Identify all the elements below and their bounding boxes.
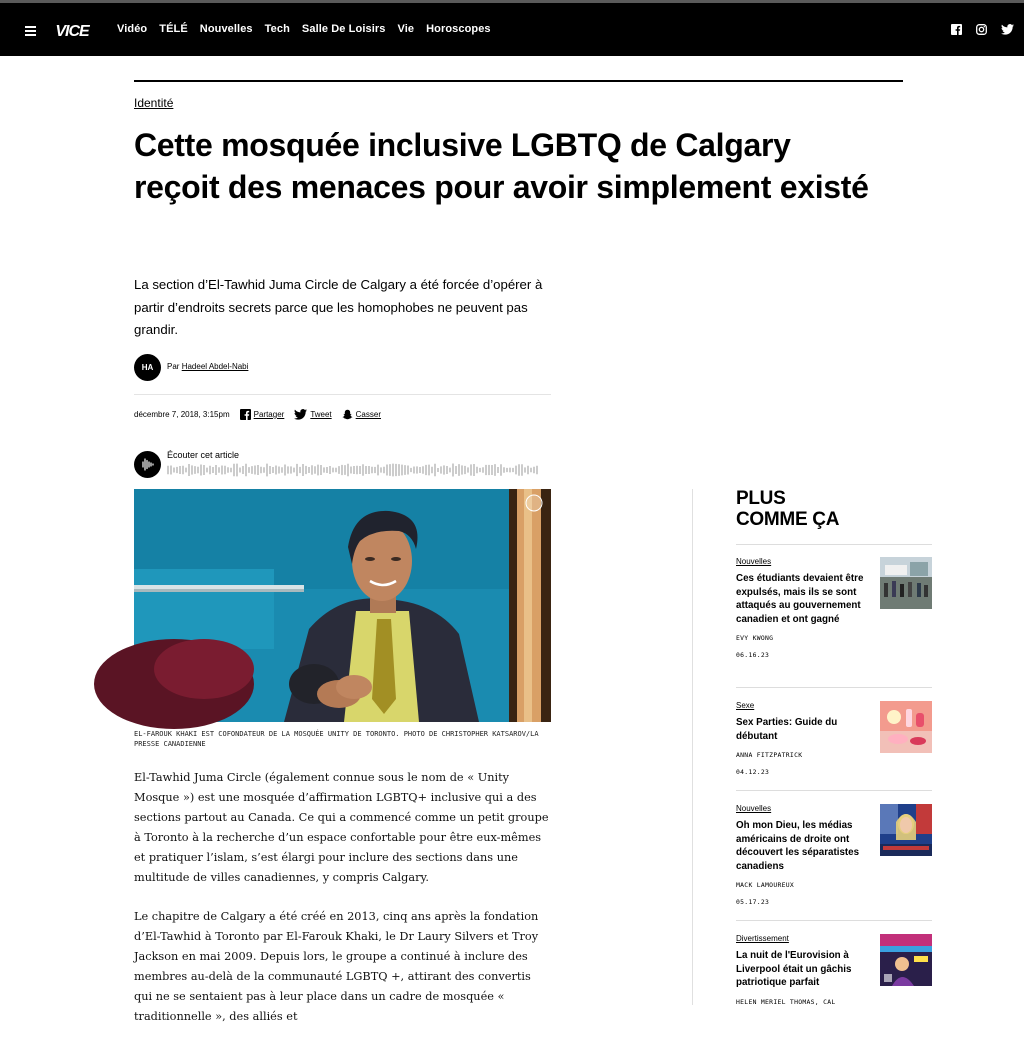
card-thumbnail[interactable] xyxy=(880,557,932,609)
card-title[interactable]: Ces étudiants devaient être expulsés, mais ils se sont attaqués au gouvernement canadien et ont gagné xyxy=(736,573,864,625)
audio-waveform[interactable] xyxy=(167,463,541,477)
byline-divider xyxy=(134,394,551,395)
sidebar-card[interactable] xyxy=(736,934,932,1006)
sidebar-title-line1: PLUS xyxy=(736,488,786,509)
card-title[interactable]: Oh mon Dieu, les médias américains de droite ont découvert les séparatistes canadiens xyxy=(736,820,860,872)
thumbnail-image xyxy=(880,701,932,753)
card-author: ANNA FITZPATRICK xyxy=(736,751,803,760)
card-title[interactable]: La nuit de l'Eurovision à Liverpool était un gâchis patriotique parfait xyxy=(736,950,852,989)
author-avatar[interactable]: HA xyxy=(134,354,161,381)
thumbnail-image xyxy=(880,557,932,609)
sidebar-divider xyxy=(736,790,932,791)
article-headline: Cette mosquée inclusive LGBTQ de Calgary reçoit des menaces pour avoir simplement existé xyxy=(134,127,869,205)
thumbnail-image xyxy=(880,934,932,986)
card-thumbnail[interactable] xyxy=(880,934,932,986)
thumbnail-image xyxy=(880,804,932,856)
nav-item-salle-de-loisirs[interactable]: Salle De Loisirs xyxy=(301,23,386,35)
share-twitter-button[interactable] xyxy=(294,409,331,420)
card-title[interactable]: Sex Parties: Guide du débutant xyxy=(736,717,838,742)
audio-play-button[interactable] xyxy=(134,451,161,478)
card-date: 05.17.23 xyxy=(736,898,770,907)
nav-item-tele[interactable]: TÉLÉ xyxy=(159,23,188,35)
top-divider xyxy=(134,80,903,82)
card-author: EVY KWONG xyxy=(736,634,774,643)
social-links xyxy=(951,24,1014,35)
sidebar-divider xyxy=(736,920,932,921)
menu-icon[interactable] xyxy=(25,26,36,36)
share-twitter-label: Tweet xyxy=(310,410,332,419)
card-thumbnail[interactable] xyxy=(880,804,932,856)
audio-wave-icon xyxy=(134,451,161,478)
nav-item-nouvelles[interactable]: Nouvelles xyxy=(199,23,253,35)
photo-illustration xyxy=(134,489,551,722)
card-category[interactable]: Sexe xyxy=(736,701,755,710)
photo-caption: EL-FAROUK KHAKI EST COFONDATEUR DE LA MOSQUÉE UNITY DE TORONTO. PHOTO DE CHRISTOPHER KATSAROV/LA PRESSE CANADIENNE xyxy=(134,730,539,748)
svg-text:VICE: VICE xyxy=(55,23,89,40)
sidebar-card[interactable] xyxy=(736,701,932,776)
nav-item-video[interactable]: Vidéo xyxy=(117,23,148,35)
category-link[interactable]: Identité xyxy=(134,96,174,110)
card-author: MACK LAMOUREUX xyxy=(736,881,795,890)
sidebar-title-line2: COMME ÇA xyxy=(736,509,840,530)
card-category[interactable]: Nouvelles xyxy=(736,557,772,566)
card-category[interactable]: Nouvelles xyxy=(736,804,772,813)
article-photo[interactable] xyxy=(134,489,551,722)
meta-row xyxy=(134,409,391,420)
card-date: 04.12.23 xyxy=(736,768,770,777)
share-snapchat-label: Casser xyxy=(355,410,381,419)
body-paragraph: Le chapitre de Calgary a été créé en 2013, cinq ans après la fondation d’El-Tawhid à Toronto par El-Farouk Khaki, le Dr Laury Silvers et Troy Jackson en mai 2009. Depuis lors, le groupe a continué à inclure des membres au-delà de la communauté LGBTQ +, attirant des convertis qui ne se sentaient pas à leur place dans un cadre de mosquée « traditionnelle », des alliés et xyxy=(134,910,539,1023)
article-body xyxy=(134,768,551,1046)
top-nav xyxy=(0,0,1024,56)
facebook-icon xyxy=(240,409,251,420)
card-category[interactable]: Divertissement xyxy=(736,934,789,943)
author-link[interactable]: Hadeel Abdel-Nabi xyxy=(181,362,249,371)
snapchat-icon xyxy=(342,409,353,420)
vice-logo[interactable] xyxy=(46,19,98,41)
listen-label: Écouter cet article xyxy=(167,450,240,460)
facebook-icon[interactable] xyxy=(951,24,962,35)
nav-item-tech[interactable]: Tech xyxy=(264,23,290,35)
column-divider xyxy=(692,489,693,1005)
share-facebook-label: Partager xyxy=(253,410,285,419)
sidebar-card[interactable] xyxy=(736,804,932,906)
publish-date: décembre 7, 2018, 3:15pm xyxy=(134,410,230,419)
article-dek: La section d’El-Tawhid Juma Circle de Calgary a été forcée d’opérer à partir d’endroits secrets parce que les homophobes ne peuvent pas grandir. xyxy=(134,277,543,337)
share-snapchat-button[interactable] xyxy=(342,409,381,420)
nav-item-vie[interactable]: Vie xyxy=(397,23,415,35)
instagram-icon[interactable] xyxy=(976,24,987,35)
nav-item-horoscopes[interactable]: Horoscopes xyxy=(426,23,491,35)
twitter-icon xyxy=(294,409,307,420)
card-date: 06.16.23 xyxy=(736,651,770,660)
card-author: HELEN MERIEL THOMAS, CAL xyxy=(736,997,836,1006)
share-facebook-button[interactable] xyxy=(240,409,285,420)
byline xyxy=(167,362,248,371)
sidebar-title xyxy=(736,488,839,530)
sidebar-card[interactable] xyxy=(736,557,932,659)
sidebar-divider xyxy=(736,687,932,688)
body-paragraph: El-Tawhid Juma Circle (également connue sous le nom de « Unity Mosque ») est une mosquée d’affirmation LGBTQ+ inclusive qui a des sections partout au Canada. Ce qui a commencé comme un petit groupe à Toronto à la recherche d’un espace confortable pour être eux-mêmes et pratiquer l’islam, s’est élargi pour inclure des sections dans une multitude de villes canadiennes, y compris Calgary. xyxy=(134,771,549,884)
byline-prefix: Par xyxy=(167,362,180,371)
card-thumbnail[interactable] xyxy=(880,701,932,753)
sidebar-divider xyxy=(736,544,932,545)
nav-links xyxy=(117,23,491,35)
twitter-icon[interactable] xyxy=(1001,24,1014,35)
